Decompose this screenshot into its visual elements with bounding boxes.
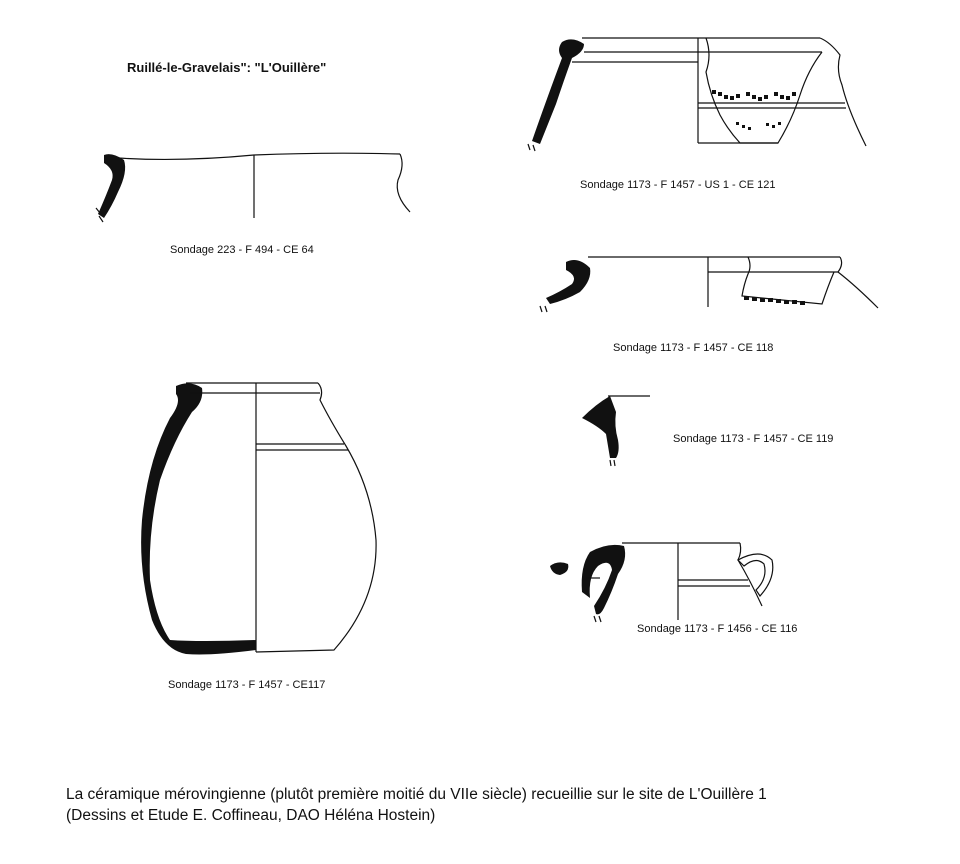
figure-label-ce117: Sondage 1173 - F 1457 - CE117 xyxy=(168,679,326,691)
drawing-ce118 xyxy=(540,257,878,312)
drawing-ce119 xyxy=(582,396,650,466)
drawing-ce116 xyxy=(550,543,773,622)
figure-label-ce64: Sondage 223 - F 494 - CE 64 xyxy=(170,244,314,256)
figure-label-ce119: Sondage 1173 - F 1457 - CE 119 xyxy=(673,433,834,445)
drawing-ce117 xyxy=(141,383,376,655)
drawing-ce64 xyxy=(96,153,410,222)
caption-line-1: La céramique mérovingienne (plutôt première moitié du VIIe siècle) recueillie sur le site de L'Ouillère 1 xyxy=(66,786,767,803)
figure-caption xyxy=(66,784,767,826)
figure-label-ce121: Sondage 1173 - F 1457 - US 1 - CE 121 xyxy=(580,179,776,191)
drawing-ce121 xyxy=(528,38,866,151)
caption-line-2: (Dessins et Etude E. Coffineau, DAO Héléna Hostein) xyxy=(66,807,436,824)
figure-label-ce116: Sondage 1173 - F 1456 - CE 116 xyxy=(637,623,798,635)
figure-label-ce118: Sondage 1173 - F 1457 - CE 118 xyxy=(613,342,774,354)
plate-title: Ruillé-le-Gravelais": "L'Ouillère" xyxy=(127,60,327,75)
